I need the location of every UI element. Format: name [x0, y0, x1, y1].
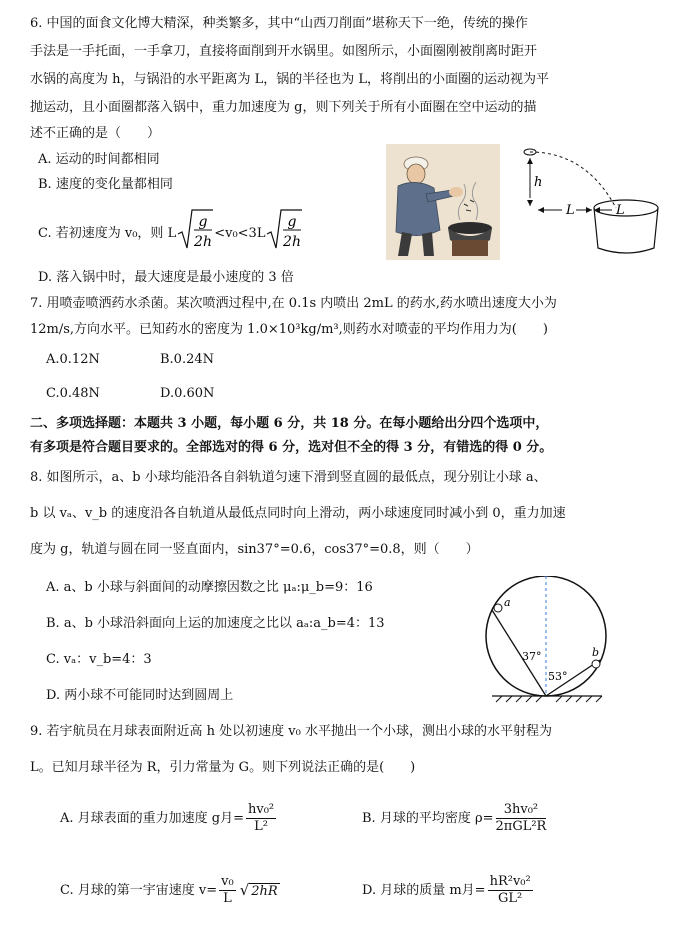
q9-line-2: L。已知月球半径为 R，引力常量为 G。则下列说法正确的是( ): [30, 760, 416, 775]
q9-option-b: [362, 802, 548, 835]
q8-circle-diagram: [482, 576, 622, 704]
q9-option-c-sqrt-value: 2hR: [251, 883, 278, 899]
q7-line-1: 7. 用喷壶喷洒药水杀菌。某次喷洒过程中,在 0.1s 内喷出 2mL 的药水,药水喷出速度大小为: [30, 296, 557, 311]
q7-option-d: D.0.60N: [160, 386, 215, 401]
q6-sqrt-1: [176, 208, 214, 259]
fig-angle-53: 53°: [548, 670, 568, 683]
q9-option-a-text: A. 月球表面的重力加速度 g月=: [60, 810, 244, 826]
q6-sqrt-2: [265, 208, 303, 259]
q6-frac2-den: 2h: [283, 234, 302, 250]
q9-option-b-num: 3hv₀²: [496, 802, 547, 819]
q6-option-c-prefix: C. 若初速度为 v₀，则 L: [38, 225, 177, 241]
q9-option-a: [60, 802, 278, 835]
q9-option-d-text: D. 月球的质量 m月=: [362, 882, 486, 898]
q6-frac1-num: g: [198, 214, 208, 230]
fig-label-b: b: [592, 646, 600, 659]
q6-trajectory-diagram: [516, 146, 666, 258]
noodle-chef-illustration: [386, 144, 500, 260]
fig-label-h: h: [534, 175, 543, 190]
q6-line-3: 水锅的高度为 h，与锅沿的水平距离为 L，锅的半径也为 L，将削出的小面圈的运动视为平: [30, 72, 550, 87]
q6-frac1-den: 2h: [194, 234, 213, 250]
q7-option-b: B.0.24N: [160, 352, 215, 367]
q7-option-c: C.0.48N: [46, 386, 100, 401]
q9-option-a-num: hv₀²: [248, 802, 275, 817]
section-heading-line-2: 有多项是符合题目要求的。全部选对的得 6 分，选对但不全的得 3 分，有错选的得 0 分。: [30, 440, 553, 455]
q9-option-b-fraction: [496, 802, 547, 835]
q9-option-d: [362, 874, 535, 907]
fig-label-L2: L: [616, 203, 625, 218]
q8-option-d: D. 两小球不可能同时达到圆周上: [46, 688, 234, 703]
q9-option-c-fraction: [219, 874, 236, 907]
q9-option-b-den: 2πGL²R: [495, 819, 547, 834]
q6-line-5: 述不正确的是（ ）: [30, 126, 161, 141]
section-heading-line-1: 二、多项选择题：本题共 3 小题，每小题 6 分，共 18 分。在每小题给出分四个选项中，: [30, 416, 549, 431]
q9-option-c: [60, 874, 280, 907]
q9-option-a-den: L²: [254, 819, 268, 834]
q6-option-a: A. 运动的时间都相同: [38, 152, 160, 167]
q6-option-c-mid: <v₀<3L: [214, 225, 266, 241]
q6-option-b: B. 速度的变化量都相同: [38, 177, 173, 192]
q9-option-c-text: C. 月球的第一宇宙速度 v=: [60, 882, 218, 898]
q9-option-d-fraction: [488, 874, 533, 907]
q7-option-a: A.0.12N: [46, 352, 100, 367]
q8-option-b: B. a、b 小球沿斜面向上运的加速度之比以 aₐ:a_b=4：13: [46, 616, 385, 631]
q9-option-a-fraction: [246, 802, 276, 835]
q9-line-1: 9. 若宇航员在月球表面附近高 h 处以初速度 v₀ 水平抛出一个小球，测出小球的水平射程为: [30, 724, 552, 739]
q9-option-c-den: L: [223, 891, 232, 906]
fig-angle-37: 37°: [522, 650, 542, 663]
q8-line-1: 8. 如图所示，a、b 小球均能沿各自斜轨道匀速下滑到竖直圆的最低点，现分别让小球 a、: [30, 470, 547, 485]
q6-line-1: 6. 中国的面食文化博大精深，种类繁多，其中“山西刀削面”堪称天下一绝，传统的操作: [30, 16, 528, 31]
sqrt-sign-icon: √: [239, 880, 250, 899]
q7-line-2: 12m/s,方向水平。已知药水的密度为 1.0×10³kg/m³,则药水对喷壶的平均作用力为( ): [30, 322, 548, 337]
q8-option-c: C. vₐ：v_b=4：3: [46, 652, 152, 667]
fig-label-a: a: [504, 596, 511, 609]
q9-option-c-sqrt: [240, 880, 280, 902]
q6-frac2-num: g: [287, 214, 297, 230]
q6-option-d: D. 落入锅中时，最大速度是最小速度的 3 倍: [38, 270, 294, 285]
q6-option-c: [38, 208, 303, 259]
q8-option-a: A. a、b 小球与斜面间的动摩擦因数之比 μₐ:μ_b=9：16: [46, 580, 373, 595]
q9-option-b-text: B. 月球的平均密度 ρ=: [362, 810, 494, 826]
q9-option-d-den: GL²: [498, 891, 523, 906]
q6-line-4: 抛运动，且小面圈都落入锅中，重力加速度为 g，则下列关于所有小面圈在空中运动的描: [30, 100, 537, 115]
q8-line-2: b 以 vₐ、v_b 的速度沿各自轨道从最低点同时向上滑动，两小球速度同时减小到 0，重力加速: [30, 506, 566, 521]
q9-option-d-num: hR²v₀²: [489, 874, 531, 889]
q9-option-c-num: v₀: [221, 874, 234, 889]
fig-label-L1: L: [566, 203, 575, 218]
q8-line-3: 度为 g，轨道与圆在同一竖直面内，sin37°=0.6，cos37°=0.8，则（ ）: [30, 542, 479, 557]
q6-line-2: 手法是一手托面，一手拿刀，直接将面削到开水锅里。如图所示，小面圈刚被削离时距开: [30, 44, 538, 59]
